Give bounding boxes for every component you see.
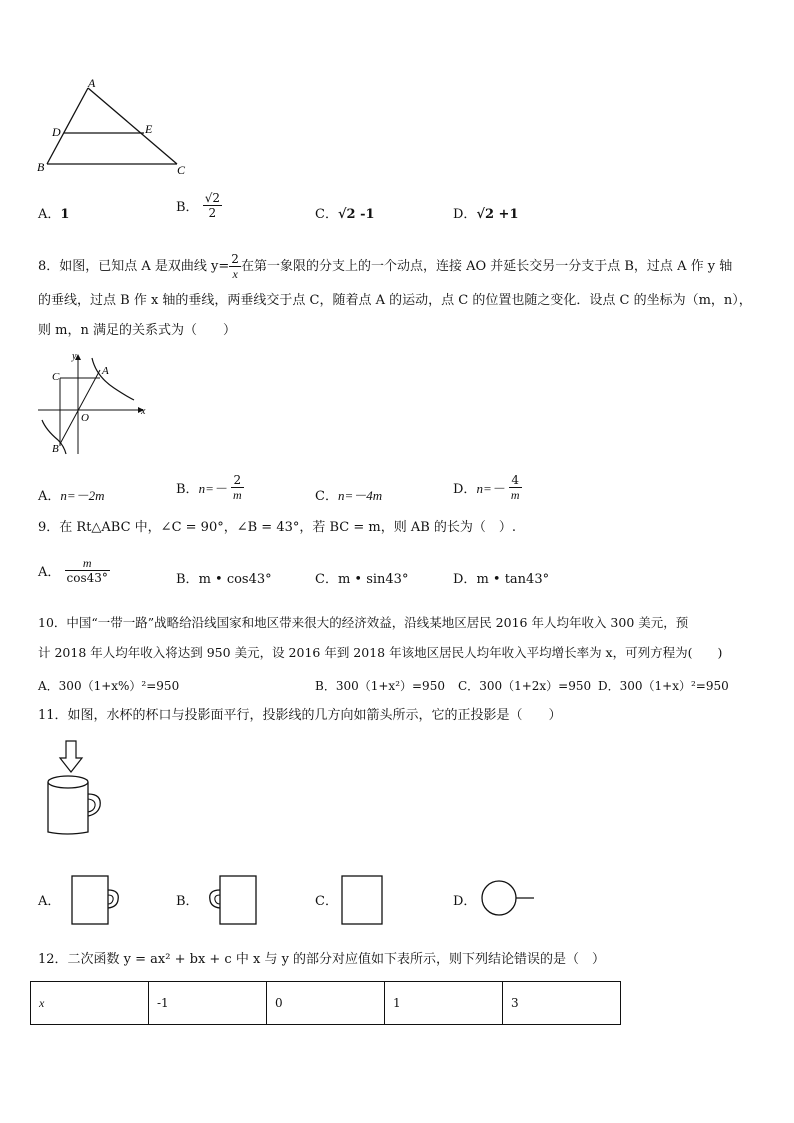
table-cell-header: x — [31, 982, 149, 1025]
q8-option-b-fraction: $\frac{2}{m}$ — [232, 473, 242, 502]
q8-fraction: $\frac{2}{x}$ — [231, 252, 239, 281]
cup-figure — [42, 772, 108, 838]
q11-option-b[interactable]: B． — [176, 870, 266, 926]
option-c-projection-shape — [339, 874, 385, 926]
down-arrow-icon — [58, 740, 84, 774]
q7-option-d[interactable]: D．√2 +1 — [453, 207, 519, 222]
q8-option-d-fraction: $\frac{4}{m}$ — [510, 473, 520, 502]
q11-option-c[interactable]: C． — [315, 870, 405, 926]
q8-label-y: y — [72, 351, 77, 362]
q9-option-b[interactable]: B．m • cos43° — [176, 572, 272, 587]
q10-line2: 计 2018 年人均年收入将达到 950 美元，设 2016 年到 2018 年该地区居民人均年收入平均增长率为 x，可列方程为( ) — [38, 645, 723, 660]
option-d-projection-shape — [479, 876, 539, 920]
q8-option-c[interactable]: C．n=－4m — [315, 488, 383, 504]
q8-label-a: A — [102, 365, 109, 377]
q9-option-a[interactable]: A． $\frac{m}{\cos 43^\circ}$ — [38, 556, 108, 585]
q10-line1: 10．中国“一带一路”战略给沿线国家和地区带来很大的经济效益，沿线某地区居民 2016 年人均年收入 300 美元，预 — [38, 615, 689, 630]
q8-option-d[interactable]: D．n=－ $\frac{4}{m}$ — [453, 473, 520, 502]
q9-option-c[interactable]: C．m • sin43° — [315, 572, 409, 587]
q11-option-a[interactable]: A． — [38, 870, 128, 926]
q7-option-b-fraction: $\frac{√2}{2}$ — [204, 191, 220, 220]
q8-option-b[interactable]: B．n=－ $\frac{2}{m}$ — [176, 473, 242, 502]
q11-option-d[interactable]: D． — [453, 870, 553, 926]
q10-option-b[interactable]: B．300（1+x²）=950 — [315, 679, 445, 693]
q8-label-x: x — [141, 406, 146, 417]
q7-option-b[interactable]: B． $\frac{√2}{2}$ — [176, 191, 220, 220]
q10-option-c[interactable]: C．300（1+2x）=950 — [458, 679, 592, 693]
q8-label-o: O — [81, 412, 89, 424]
q9-option-d[interactable]: D．m • tan43° — [453, 572, 550, 587]
q8-hyperbola-figure — [34, 350, 152, 456]
table-row — [31, 982, 621, 1025]
table-cell: 3 — [503, 982, 621, 1025]
q10-option-a[interactable]: A．300（1+x%）²=950 — [38, 679, 180, 693]
q8-line3: 则 m，n 满足的关系式为（ ） — [38, 323, 236, 338]
table-cell: -1 — [149, 982, 267, 1025]
q8-option-a[interactable]: A．n=－2m — [38, 488, 105, 504]
q11-stem: 11．如图，水杯的杯口与投影面平行，投影线的几方向如箭头所示，它的正投影是（ ） — [38, 708, 562, 723]
q7-label-e: E — [145, 122, 153, 136]
table-cell: 1 — [385, 982, 503, 1025]
q7-label-d: D — [52, 125, 61, 139]
q9-option-a-fraction: $\frac{m}{\cos 43^\circ}$ — [66, 556, 108, 585]
q7-triangle-figure — [30, 76, 200, 180]
q7-label-a: A — [88, 76, 96, 90]
option-b-projection-shape — [202, 874, 262, 926]
q8-line2: 的垂线，过点 B 作 x 轴的垂线，两垂线交于点 C，随着点 A 的运动，点 C 的位置也随之变化．设点 C 的坐标为（m，n）， — [38, 293, 752, 308]
q9-stem: 9．在 Rt△ABC 中，∠C = 90°，∠B = 43°，若 BC = m，则 AB 的长为（ ）. — [38, 520, 517, 535]
table-cell: 0 — [267, 982, 385, 1025]
q12-stem: 12．二次函数 y = ax² + bx + c 中 x 与 y 的部分对应值如下表所示，则下列结论错误的是（ ） — [38, 952, 606, 967]
q8-label-b: B — [52, 443, 59, 455]
q12-value-table — [30, 981, 621, 1025]
option-a-projection-shape — [68, 874, 124, 926]
q7-label-b: B — [37, 160, 45, 174]
q7-option-c[interactable]: C．√2 -1 — [315, 207, 375, 222]
q7-option-a[interactable]: A．1 — [38, 207, 70, 222]
q8-label-c: C — [52, 371, 60, 383]
q7-label-c: C — [177, 163, 186, 177]
q8-line1: 8．如图，已知点 A 是双曲线 y= $\frac{2}{x}$ 在第一象限的分支上的一个动点，连接 AO 并延长交另一分支于点 B，过点 A 作 y 轴 — [38, 252, 733, 281]
q10-option-d[interactable]: D．300（1+x）²=950 — [598, 679, 729, 693]
